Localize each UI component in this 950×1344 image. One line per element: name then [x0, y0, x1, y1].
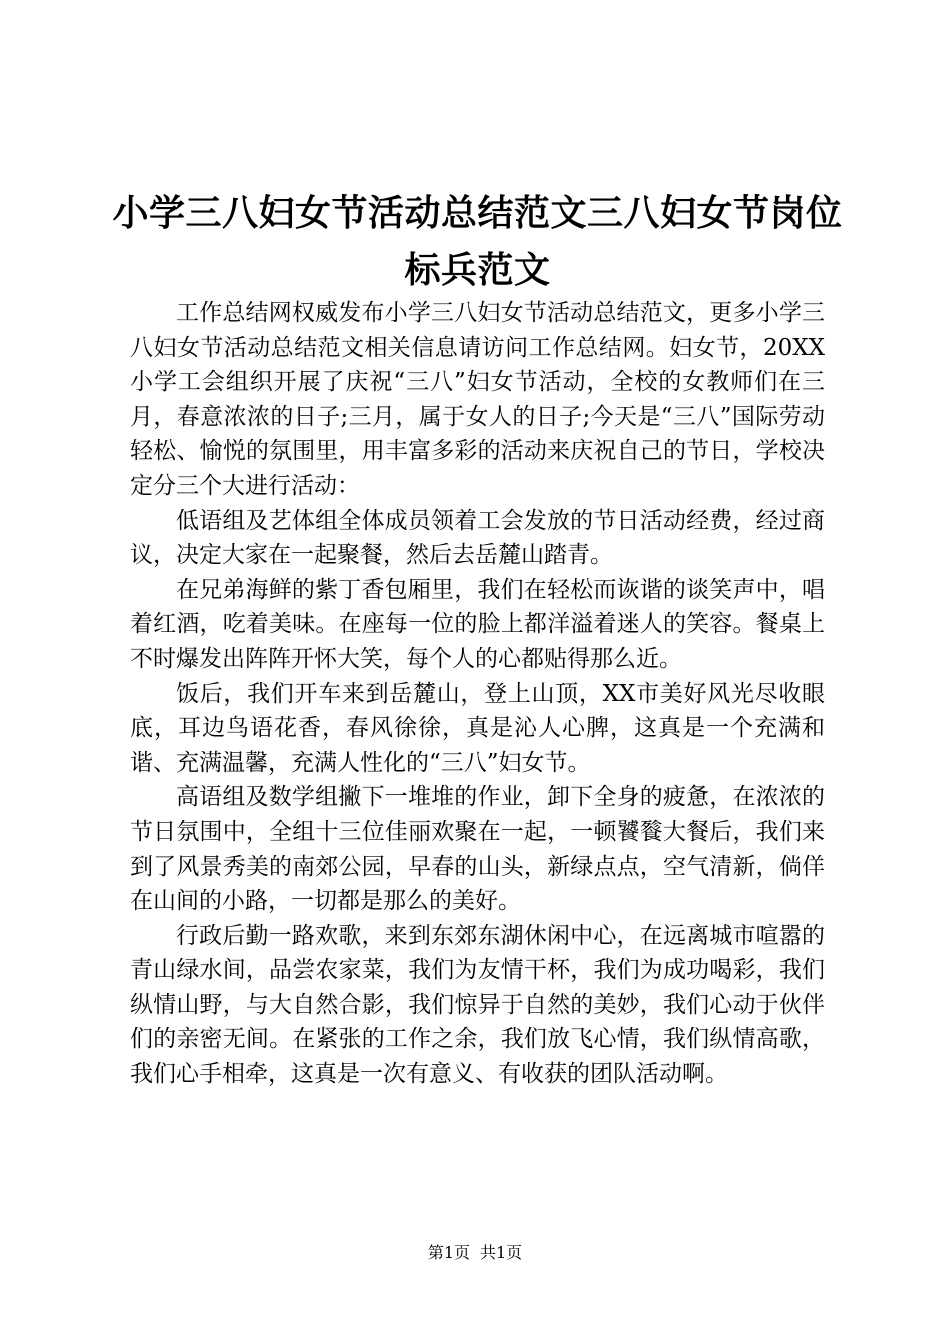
body-paragraph: 工作总结网权威发布小学三八妇女节活动总结范文，更多小学三八妇女节活动总结范文相关信息请访问工作总结网。妇女节，20XX小学工会组织开展了庆祝“三八”妇女节活动，全校的女教师们在三月，春意浓浓的日子;三月，属于女人的日子;今天是“三八”国际劳动轻松、愉悦的氛围里，用丰富多彩的活动来庆祝自己的节日，学校决定分三个大进行活动：	[130, 300, 825, 499]
body-paragraph: 在兄弟海鲜的紫丁香包厢里，我们在轻松而诙谐的谈笑声中，唱着红酒，吃着美味。在座每一位的脸上都洋溢着迷人的笑容。餐桌上不时爆发出阵阵开怀大笑，每个人的心都贴得那么近。	[130, 576, 825, 672]
page-total: 共1页	[480, 1243, 523, 1262]
body-paragraph: 高语组及数学组撇下一堆堆的作业，卸下全身的疲惫，在浓浓的节日氛围中，全组十三位佳丽欢聚在一起，一顿饕餮大餐后，我们来到了风景秀美的南郊公园，早春的山头，新绿点点，空气清新，倘佯在山间的小路，一切都是那么的美好。	[130, 784, 825, 915]
body-paragraph: 低语组及艺体组全体成员领着工会发放的节日活动经费，经过商议，决定大家在一起聚餐，然后去岳麓山踏青。	[130, 507, 825, 569]
document-title: 小学三八妇女节活动总结范文三八妇女节岗位标兵范文	[112, 192, 843, 291]
body-paragraph: 行政后勤一路欢歌，来到东郊东湖休闲中心，在远离城市喧嚣的青山绿水间，品尝农家菜，我们为友情干杯，我们为成功喝彩，我们纵情山野，与大自然合影，我们惊异于自然的美妙，我们心动于伙伴们的亲密无间。在紧张的工作之余，我们放飞心情，我们纵情高歌，我们心手相牵，这真是一次有意义、有收获的团队活动啊。	[130, 922, 825, 1088]
document-body	[130, 296, 825, 1092]
page-number: 第1页	[427, 1243, 470, 1262]
body-paragraph: 饭后，我们开车来到岳麓山，登上山顶，XX市美好风光尽收眼底，耳边鸟语花香，春风徐徐，真是沁人心脾，这真是一个充满和谐、充满温馨，充满人性化的“三八”妇女节。	[130, 680, 825, 776]
page-footer	[0, 1242, 950, 1264]
